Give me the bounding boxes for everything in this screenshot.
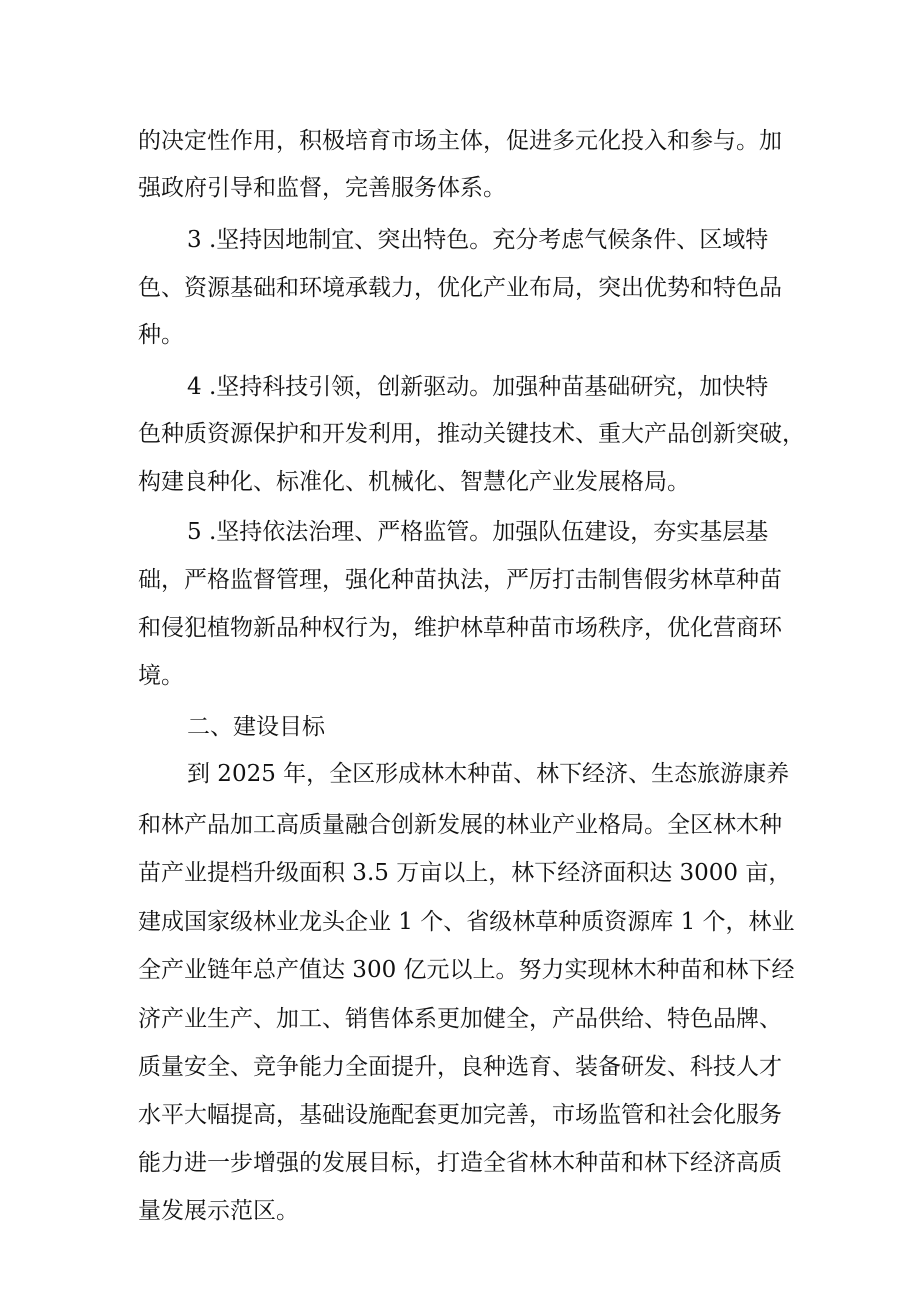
paragraph-line: 和林产品加工高质量融合创新发展的林业产业格局。全区林木种 [138,812,782,838]
paragraph-line: 全产业链年总产值达 300 亿元以上。努力实现林木种苗和林下经 [138,957,795,983]
paragraph-line: 5 .坚持依法治理、严格监管。加强队伍建设，夯实基层基 [187,519,769,545]
paragraph-line: 济产业生产、加工、销售体系更加健全，产品供给、特色品牌、 [138,1006,782,1032]
paragraph-line: 色、资源基础和环境承载力，优化产业布局，突出优势和特色品 [138,275,782,301]
paragraph-line: 础，严格监督管理，强化种苗执法，严厉打击制售假劣林草种苗 [138,567,782,593]
paragraph-line: 色种质资源保护和开发利用，推动关键技术、重大产品创新突破， [138,421,805,447]
paragraph-line: 到 2025 年，全区形成林木种苗、林下经济、生态旅游康养 [187,761,790,787]
paragraph-line: 构建良种化、标准化、机械化、智慧化产业发展格局。 [138,469,690,495]
paragraph-line: 质量安全、竞争能力全面提升，良种选育、装备研发、科技人才 [138,1054,782,1080]
paragraph-line: 量发展示范区。 [138,1198,299,1224]
paragraph-line: 的决定性作用，积极培育市场主体，促进多元化投入和参与。加 [138,128,782,154]
paragraph-line: 境。 [138,663,184,689]
paragraph-line: 4 .坚持科技引领，创新驱动。加强种苗基础研究，加快特 [187,374,769,400]
paragraph-line: 3 .坚持因地制宜、突出特色。充分考虑气候条件、区域特 [187,227,769,253]
paragraph-line: 能力进一步增强的发展目标，打造全省林木种苗和林下经济高质 [138,1150,782,1176]
paragraph-line: 种。 [138,322,184,348]
paragraph-line: 和侵犯植物新品种权行为，维护林草种苗市场秩序，优化营商环 [138,615,782,641]
section-heading: 二、建设目标 [187,714,325,740]
paragraph-line: 水平大幅提高，基础设施配套更加完善，市场监管和社会化服务 [138,1102,782,1128]
paragraph-line: 强政府引导和监督，完善服务体系。 [138,175,506,201]
paragraph-line: 苗产业提档升级面积 3.5 万亩以上，林下经济面积达 3000 亩， [138,860,792,886]
paragraph-line: 建成国家级林业龙头企业 1 个、省级林草种质资源库 1 个，林业 [138,909,795,935]
